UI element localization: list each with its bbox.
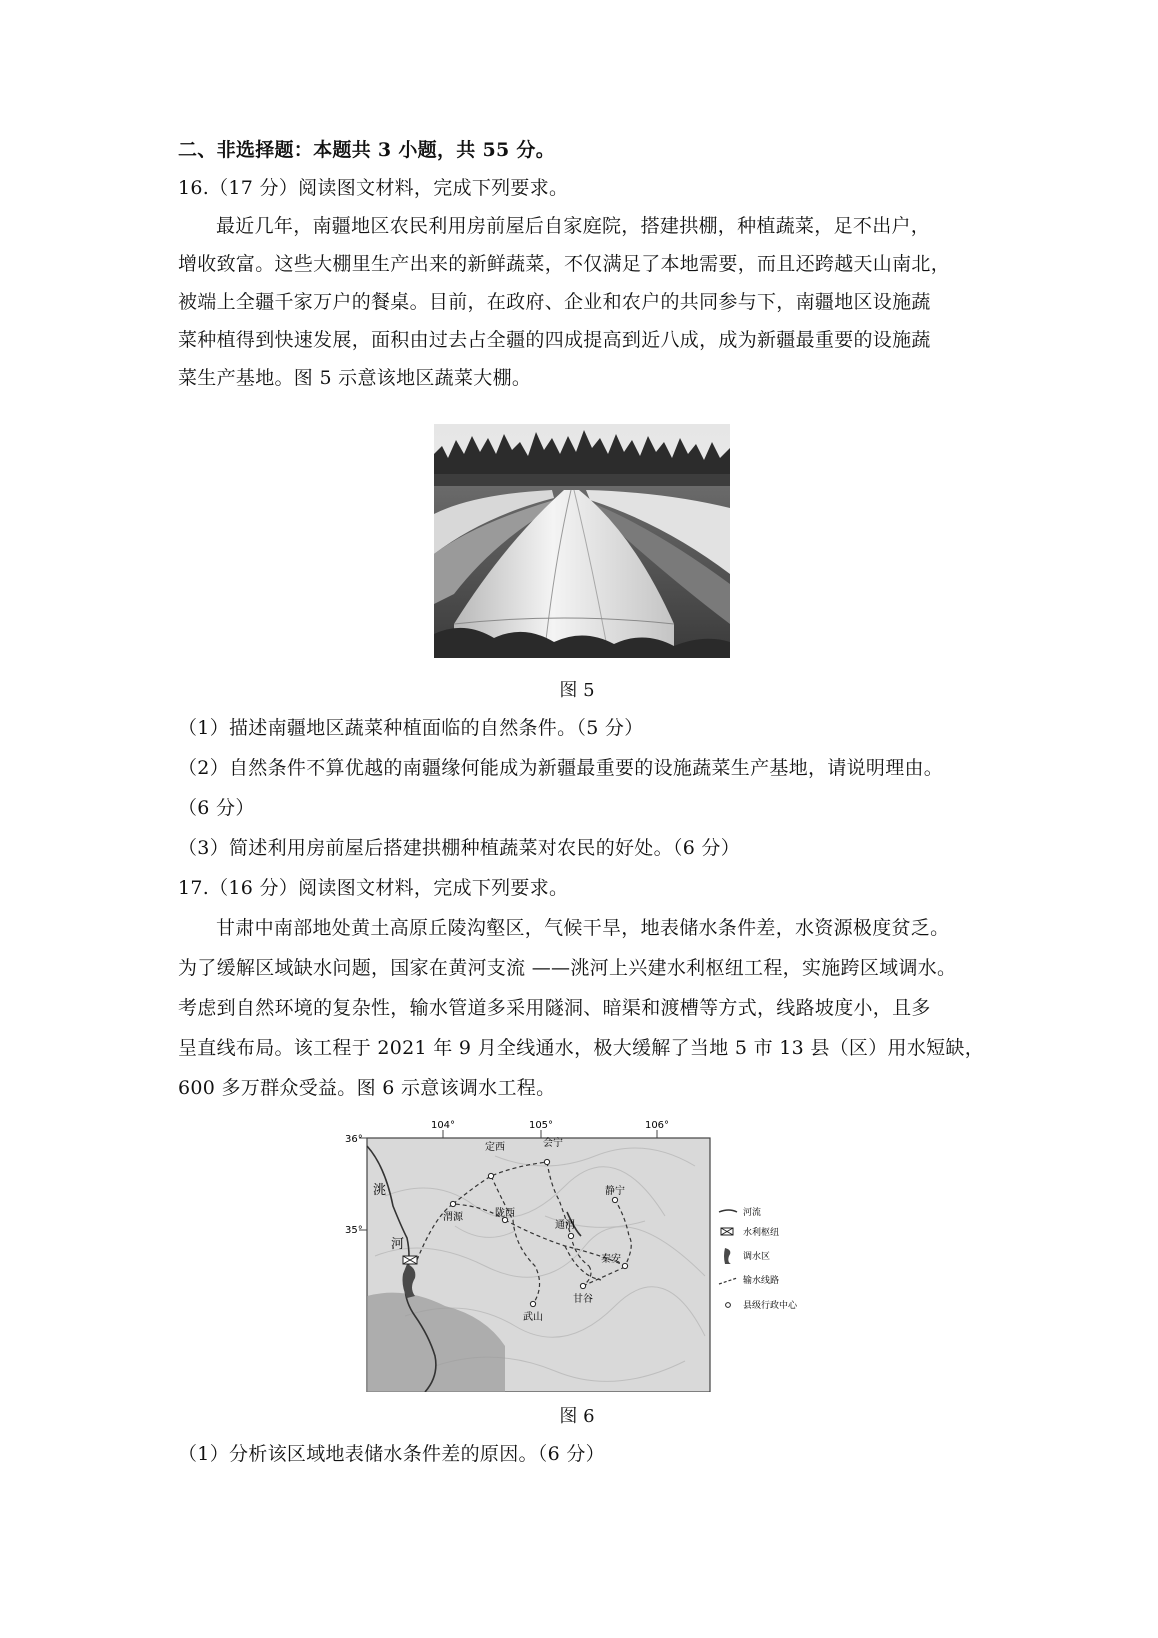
city-label-weiyuan: 渭源	[443, 1212, 463, 1223]
q16-title: 16.（17 分）阅读图文材料，完成下列要求。	[178, 177, 569, 199]
water-diversion-map	[345, 1116, 845, 1392]
city-label-tongwei: 通渭	[555, 1220, 575, 1231]
legend-label: 调水区	[743, 1252, 771, 1262]
q17-sub-question-1: （1）分析该区域地表储水条件差的原因。（6 分）	[178, 1443, 605, 1465]
legend-label: 水利枢纽	[743, 1228, 780, 1238]
legend-label: 县级行政中心	[743, 1301, 798, 1311]
lat-label: 36°	[345, 1134, 363, 1145]
q16-sub-question-2-score: （6 分）	[178, 797, 255, 819]
lon-label: 106°	[644, 1120, 670, 1131]
lat-label: 35°	[345, 1225, 363, 1236]
legend-label: 输水线路	[743, 1276, 780, 1286]
q16-paragraph-line: 菜生产基地。图 5 示意该地区蔬菜大棚。	[178, 367, 532, 389]
q17-title: 17.（16 分）阅读图文材料，完成下列要求。	[178, 877, 569, 899]
city-label-qinan: 秦安	[601, 1254, 621, 1265]
q16-sub-question-1: （1）描述南疆地区蔬菜种植面临的自然条件。（5 分）	[178, 717, 644, 739]
city-label-wushan: 武山	[523, 1312, 543, 1323]
q16-paragraph-line: 最近几年，南疆地区农民利用房前屋后自家庭院，搭建拱棚，种植蔬菜，足不出户，	[216, 215, 931, 237]
q16-paragraph-line: 被端上全疆千家万户的餐桌。目前，在政府、企业和农户的共同参与下，南疆地区设施蔬	[178, 291, 931, 313]
lon-label: 105°	[528, 1120, 554, 1131]
q17-paragraph-line: 甘肃中南部地处黄土高原丘陵沟壑区，气候干旱，地表储水条件差，水资源极度贫乏。	[216, 917, 950, 939]
city-label-longxi: 陇西	[495, 1208, 515, 1219]
dam-legend-icon	[721, 1228, 733, 1235]
river-legend-icon	[719, 1210, 737, 1212]
q16-paragraph-line: 菜种植得到快速发展，面积由过去占全疆的四成提高到近八成，成为新疆最重要的设施蔬	[178, 329, 931, 351]
city-label-jingning: 静宁	[605, 1186, 625, 1197]
q16-paragraph-line: 增收致富。这些大棚里生产出来的新鲜蔬菜，不仅满足了本地需要，而且还跨越天山南北，	[178, 253, 951, 275]
city-label-gangu: 甘谷	[573, 1294, 593, 1305]
city-label-huining: 会宁	[543, 1138, 563, 1149]
city-label-dingxi: 定西	[485, 1142, 505, 1153]
greenhouse-photo	[434, 424, 730, 658]
river-label-1: 洮	[373, 1183, 387, 1198]
q17-paragraph-line: 呈直线布局。该工程于 2021 年 9 月全线通水，极大缓解了当地 5 市 13 县（区）用水短缺，	[178, 1037, 985, 1059]
q16-sub-question-3: （3）简述利用房前屋后搭建拱棚种植蔬菜对农民的好处。（6 分）	[178, 837, 741, 859]
q17-paragraph-line: 为了缓解区域缺水问题，国家在黄河支流 ——洮河上兴建水利枢纽工程，实施跨区域调水。	[178, 957, 957, 979]
figure-6-caption: 图 6	[559, 1406, 595, 1427]
dam-icon	[403, 1256, 417, 1264]
lon-label: 104°	[430, 1120, 456, 1131]
q17-paragraph-line: 600 多万群众受益。图 6 示意该调水工程。	[178, 1077, 556, 1099]
river-label-2: 河	[391, 1237, 405, 1252]
section-heading: 二、非选择题：本题共 3 小题，共 55 分。	[178, 139, 556, 161]
county-legend-icon	[726, 1303, 731, 1308]
figure-5-caption: 图 5	[559, 680, 595, 701]
q17-paragraph-line: 考虑到自然环境的复杂性，输水管道多采用隧洞、暗渠和渡槽等方式，线路坡度小，且多	[178, 997, 931, 1019]
route-legend-icon	[719, 1278, 737, 1284]
q16-sub-question-2: （2）自然条件不算优越的南疆缘何能成为新疆最重要的设施蔬菜生产基地，请说明理由。	[178, 757, 944, 779]
diversion-area-legend-icon	[724, 1248, 731, 1264]
map-legend	[719, 1206, 798, 1311]
legend-label: 河流	[743, 1208, 762, 1218]
